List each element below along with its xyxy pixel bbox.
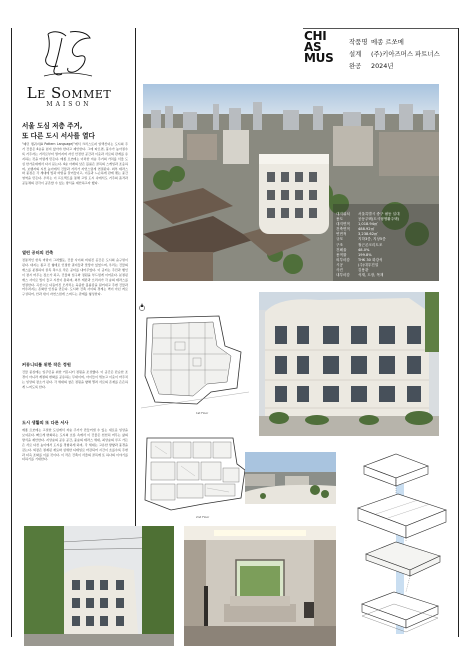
header-top-rule <box>303 28 458 29</box>
project-info-table <box>336 212 440 278</box>
meta-key: 작품명 <box>349 38 368 46</box>
meta-row <box>349 60 459 72</box>
meta-row <box>349 48 459 60</box>
info-key: 대지면적 <box>336 222 350 227</box>
section-body-urban-narrative: 메종 르쏘메는 고밀한 도심에서 저층 주거가 만들어낼 수 있는 새로운 일상을 보여준다. 빠르게 변화하는 도시의 흐름 속에서 이 건물은 천천히 머무는 삶의 방식을 제안한다. 지상층의 공유 공간, 중층의 테라스 세대, 최상층의 루프 가든은 서로 다른 높이에서 도시를 경험하게 하며, 각 세대는 고유한 방향과 풍경을 갖는다. 외장은 절제된 재료와 섬세한 디테일로 마감되어 시간이 흐를수록 주변과 더욱 조화를 이룰 것이다. 이 작은 건축이 서울의 골목에 또 하나의 이야기를 더하기를 기대한다. <box>22 428 128 462</box>
info-key: 규모 <box>336 237 343 242</box>
info-value: (주)대우건설 <box>358 262 379 267</box>
section-body-open-space: 전통적인 한옥 마당이 그러했듯, 건물 사이의 비워진 공간은 도시의 숨구멍이 된다. 대지는 좁고 긴 형태로 인접한 필지들과 맞닿아 있었으며, 우리는 건물의 매스를 분절하여 골목 쪽으로 작은 공터를 내어주었다. 이 공터는 주민과 행인이 잠시 머무는 장소가 되고, 건물의 입구와 정원을 부드럽게 이어준다. 분절된 매스 사이로 빛이 들고 시선이 통하며, 외부 계단과 브리지가 각 층의 테라스를 연결한다. 곡선으로 다듬어진 모서리는 육중한 볼륨감을 덜어내고 주변 건물과 어우러지는 온화한 인상을 만든다. 도시와 건축 사이의 경계는 벽이 아닌 켜로 구성되어, 안과 밖이 자연스럽게 스며드는 관계를 형성한다. <box>22 258 128 297</box>
article-headline <box>22 121 128 141</box>
exploded-axonometric-diagram <box>356 444 452 644</box>
section-title-open-space: 열린 공터의 건축 <box>22 250 54 255</box>
brand-name: Le Sommet <box>26 84 112 102</box>
right-border-rule <box>458 28 459 637</box>
headline-line-2: 또 다른 도시 서사를 열다 <box>22 132 95 140</box>
intro-paragraph: "패턴 랭귀지(A Pattern Language)"에서 크리스토퍼 알렉산더는 도시의 주거 건물은 4층을 넘지 않아야 한다고 제안한다. 그에 따르면, 풍수가 높아질수록 거주자는 거리로부터 멀어지며 자신 안전한 공간과 이웃과 서로의 관계를 유지하는 것을 어렵게 만든다. 메종 르쏘메는 이러한 저층 주거의 가치를 서울 도심 한가운데에서 다시 묻는다. 4층 아래의 낮은 볼륨은 골목의 스케일과 조응하며, 보행자의 시선 높이에서 건물과 거리가 자연스럽게 연결된다. 외부 테라스와 중정은 각 세대에 빛과 바람을 끌어들이고, 이웃과 느슨하게 관계 맺는 중간 영역을 만든다. 우리는 이 프로젝트를 통해 고밀 도시 속에서도 거주의 품격과 공동체의 감각이 공존할 수 있는 방식을 제안하고자 했다. <box>22 142 128 186</box>
info-value: 석재, 도장, 목재 <box>358 273 384 278</box>
meta-value: 메종 르쏘메 <box>371 38 404 46</box>
street-view-photo <box>24 526 174 646</box>
info-value: 서울특별시 중구 필동 일대 <box>358 212 400 216</box>
info-key: 대지위치 <box>336 212 350 216</box>
roof-terrace-photo <box>245 452 336 504</box>
section-body-community-garden: 건물 중심에는 입주민을 위한 커뮤니티 정원을 조성했다. 이 공간은 단순한 조경이 아니라 계절의 변화를 공유하는 무대이며, 아이들이 뛰놀고 이웃이 마주치는 일상의 장소가 된다. 각 세대의 창은 정원을 향해 열려 서로의 존재를 은은하게 느끼도록 한다. <box>22 370 128 389</box>
info-key: 외부마감 <box>336 257 350 262</box>
meta-key: 설계 <box>349 50 362 58</box>
wordmark-line: MUS <box>304 51 334 65</box>
info-key: 용도 <box>336 217 343 222</box>
info-value: 지하3층, 지상5층 <box>358 237 386 242</box>
section-title-community-garden: 커뮤니티를 위한 작은 정원 <box>22 362 71 367</box>
info-key: 용적률 <box>336 252 347 257</box>
info-key: 사진 <box>336 268 343 273</box>
info-key: 건축면적 <box>336 227 350 232</box>
architect-wordmark <box>304 31 340 64</box>
info-value: 488.92㎡ <box>358 227 375 232</box>
facade-photo <box>259 292 439 436</box>
floor-plan-2 <box>141 434 249 514</box>
wordmark-line: AS <box>304 40 322 54</box>
info-value: 48.0% <box>358 247 370 252</box>
brand-subtitle: MAISON <box>46 101 92 108</box>
info-key: 내부마감 <box>336 273 350 278</box>
left-border-rule <box>11 28 12 637</box>
info-value: 1,018.94㎡ <box>358 222 378 227</box>
info-row <box>336 273 440 278</box>
floor-plan-1 <box>141 312 249 410</box>
info-value: 김용관 <box>358 268 369 273</box>
info-value: 철근콘크리트조 <box>358 242 383 247</box>
meta-value: 2024년 <box>371 62 394 70</box>
headline-line-1: 서울 도심 저층 주거, <box>22 122 83 130</box>
project-meta <box>349 36 459 72</box>
info-key: 건폐율 <box>336 247 347 252</box>
wordmark-line: CHI <box>304 29 327 43</box>
info-value: 3,238.62㎡ <box>358 232 378 237</box>
info-key: 시공 <box>336 262 343 267</box>
plan-1-label: 1st Floor <box>196 411 209 415</box>
meta-key: 완공 <box>349 62 362 70</box>
section-title-urban-narrative: 도시 생활의 또 다른 서사 <box>22 420 69 425</box>
plan-2-label: 2nd Floor <box>196 515 210 519</box>
info-key: 구조 <box>336 242 343 247</box>
info-value: 공동주택(도시형생활주택) <box>358 217 399 222</box>
info-value: THK 30 화강석 <box>358 257 383 262</box>
meta-row <box>349 36 459 48</box>
north-arrow-icon <box>139 296 145 304</box>
interior-living-room-photo <box>184 526 336 646</box>
info-value: 199.8% <box>358 252 372 257</box>
info-key: 연면적 <box>336 232 347 237</box>
meta-value: (주)키아즈머스 파트너스 <box>371 50 440 58</box>
brand-monogram-logo <box>40 28 96 82</box>
